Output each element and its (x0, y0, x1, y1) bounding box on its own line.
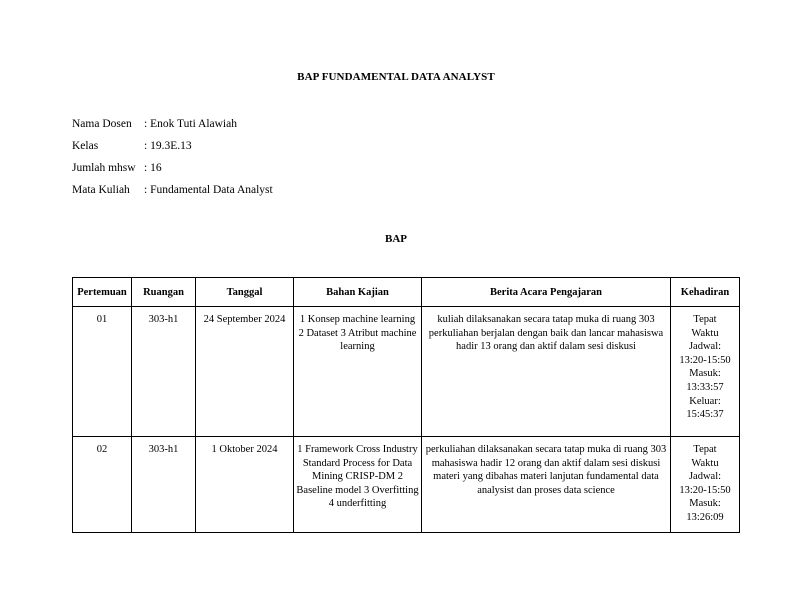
header-berita-acara: Berita Acara Pengajaran (422, 278, 671, 307)
attendance-line: 13:20-15:50 (679, 484, 731, 496)
table-row (73, 307, 740, 437)
attendance-line: Tepat (693, 444, 717, 455)
cell-pertemuan: 01 (73, 307, 132, 437)
document-title: BAP FUNDAMENTAL DATA ANALYST (297, 71, 495, 83)
section-title: BAP (385, 233, 407, 245)
header-bahan-kajian: Bahan Kajian (294, 278, 422, 307)
cell-kehadiran (671, 437, 740, 533)
info-value: : Fundamental Data Analyst (144, 184, 273, 196)
attendance-line: Waktu (691, 327, 719, 339)
info-row-jumlah (72, 162, 273, 184)
cell-ruangan: 303-h1 (132, 437, 196, 533)
cell-ruangan: 303-h1 (132, 307, 196, 437)
attendance-line: 13:33:57 (686, 381, 724, 393)
info-value: : 16 (144, 162, 162, 174)
cell-bahan-kajian: 1 Konsep machine learning 2 Dataset 3 Atribut machine learning (294, 307, 422, 437)
info-label: Mata Kuliah (72, 184, 130, 196)
table-header-row (73, 278, 740, 307)
cell-tanggal: 1 Oktober 2024 (196, 437, 294, 533)
info-value: : 19.3E.13 (144, 140, 192, 152)
cell-tanggal: 24 September 2024 (196, 307, 294, 437)
cell-kehadiran (671, 307, 740, 437)
info-label: Jumlah mhsw (72, 162, 136, 174)
cell-bahan-kajian: 1 Framework Cross Industry Standard Process for Data Mining CRISP-DM 2 Baseline model 3 Overfitting 4 underfitting (294, 437, 422, 533)
attendance-line: 15:45:37 (686, 409, 724, 421)
info-row-kelas (72, 140, 273, 162)
attendance-line: 13:26:09 (686, 511, 724, 523)
header-ruangan: Ruangan (132, 278, 196, 307)
info-row-dosen (72, 118, 273, 140)
table-row (73, 437, 740, 533)
attendance-line: Jadwal: (688, 341, 722, 353)
lecture-info (72, 118, 273, 206)
header-pertemuan: Pertemuan (73, 278, 132, 307)
attendance-line: Masuk: (689, 368, 721, 380)
info-label: Kelas (72, 140, 99, 152)
cell-berita-acara: perkuliahan dilaksanakan secara tatap muka di ruang 303 mahasiswa hadir 12 orang dan aktif dalam sesi diskusi materi yang dibahas materi lanjutan fundamental data analysist dan proses data science (422, 437, 671, 533)
info-row-matakuliah (72, 184, 273, 206)
attendance-line: Jadwal: (688, 471, 722, 483)
attendance-line: Waktu (691, 457, 719, 469)
header-kehadiran: Kehadiran (671, 278, 740, 307)
info-label: Nama Dosen (72, 118, 132, 130)
attendance-line: 13:20-15:50 (679, 354, 731, 366)
bap-table (72, 277, 740, 533)
attendance-line: Keluar: (689, 395, 721, 407)
header-tanggal: Tanggal (196, 278, 294, 307)
attendance-line: Tepat (693, 314, 717, 325)
info-value: : Enok Tuti Alawiah (144, 118, 237, 130)
attendance-line: Masuk: (689, 498, 721, 510)
cell-berita-acara: kuliah dilaksanakan secara tatap muka di ruang 303 perkuliahan berjalan dengan baik dan lancar mahasiswa hadir 13 orang dan aktif dalam sesi diskusi (422, 307, 671, 437)
cell-pertemuan: 02 (73, 437, 132, 533)
